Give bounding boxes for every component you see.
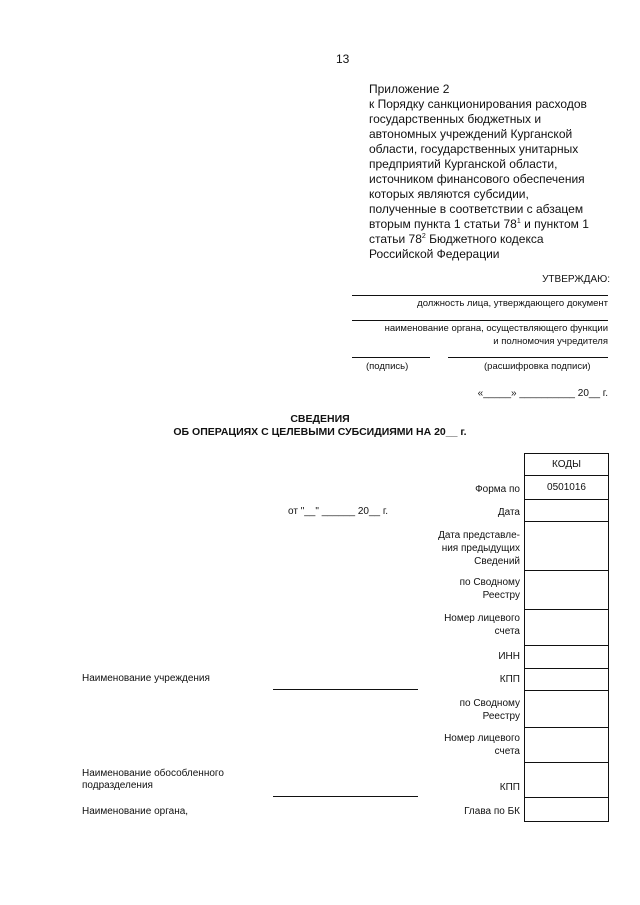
kpp-label-2: КПП bbox=[499, 782, 520, 793]
inn-code-cell bbox=[524, 645, 609, 669]
kpp-code-cell-1 bbox=[524, 668, 609, 691]
appendix-title: Приложение 2 bbox=[369, 82, 450, 96]
appendix-line: автономных учреждений Курганской bbox=[369, 127, 573, 141]
account-code-cell-1 bbox=[524, 609, 609, 646]
inn-label: ИНН bbox=[498, 651, 520, 662]
date-label: Дата bbox=[497, 507, 520, 518]
form-label: Форма по bbox=[475, 484, 520, 495]
kpp-label-1: КПП bbox=[499, 674, 520, 685]
prev-date-code-cell bbox=[524, 521, 609, 571]
subdivision-label-1: Наименование обособленного bbox=[82, 768, 224, 779]
appendix-line: источником финансового обеспечения bbox=[369, 172, 585, 186]
prev-date-label: Дата представле- ния предыдущих Сведений bbox=[438, 530, 520, 567]
subdivision-label-2: подразделения bbox=[82, 780, 153, 791]
appendix-line: полученные в соответствии с абзацем bbox=[369, 202, 584, 216]
organ-label: Наименование органа, bbox=[82, 806, 189, 817]
appendix-line: которых являются субсидии, bbox=[369, 187, 529, 201]
bk-code-cell bbox=[524, 797, 609, 822]
approve-heading: УТВЕРЖДАЮ: bbox=[542, 274, 610, 285]
organ-line bbox=[352, 320, 608, 321]
appendix-line: Российской Федерации bbox=[369, 247, 500, 261]
bk-label: Глава по БК bbox=[464, 806, 520, 817]
appendix-line-article78-2: статьи $78^2$ Бюджетного кодекса bbox=[369, 232, 544, 246]
registry-label-1: по Сводному Реестру bbox=[459, 577, 520, 601]
account-label-1: Номер лицевого счета bbox=[444, 613, 520, 637]
document-subtitle: ОБ ОПЕРАЦИЯХ С ЦЕЛЕВЫМИ СУБСИДИЯМИ НА 20__ г. bbox=[173, 426, 467, 438]
appendix-line-article78-1: вторым пункта 1 статьи $78^1$ и пунктом 1 bbox=[369, 217, 589, 231]
organ-caption-1: наименование органа, осуществляющего функции bbox=[384, 323, 608, 334]
decoding-caption: (расшифровка подписи) bbox=[484, 361, 591, 372]
institution-label: Наименование учреждения bbox=[82, 673, 210, 684]
document-title: СВЕДЕНИЯ bbox=[290, 413, 350, 425]
appendix-line: области, государственных унитарных bbox=[369, 142, 579, 156]
registry-label-2: по Сводному Реестру bbox=[459, 698, 520, 722]
form-code-cell: 0501016 bbox=[524, 475, 609, 500]
date-from: от "__" ______ 20__ г. bbox=[288, 506, 389, 517]
codes-header: КОДЫ bbox=[524, 453, 609, 476]
appendix-block bbox=[369, 82, 629, 262]
organ-caption-2: и полномочия учредителя bbox=[493, 336, 608, 347]
registry-code-cell-1 bbox=[524, 570, 609, 610]
approval-date: «_____» __________ 20__ г. bbox=[477, 388, 608, 399]
account-label-2: Номер лицевого счета bbox=[444, 733, 520, 757]
position-line bbox=[352, 295, 608, 296]
kpp-code-cell-2 bbox=[524, 762, 609, 798]
appendix-line: к Порядку санкционирования расходов bbox=[369, 97, 587, 111]
appendix-line: государственных бюджетных и bbox=[369, 112, 542, 126]
date-code-cell bbox=[524, 499, 609, 522]
subdivision-line bbox=[273, 796, 418, 797]
registry-code-cell-2 bbox=[524, 690, 609, 728]
signature-line bbox=[352, 357, 430, 358]
institution-line bbox=[273, 689, 418, 690]
account-code-cell-2 bbox=[524, 727, 609, 763]
signature-caption: (подпись) bbox=[366, 361, 409, 372]
page-number: 13 bbox=[336, 52, 350, 66]
appendix-line: предприятий Курганской области, bbox=[369, 157, 558, 171]
position-caption: должность лица, утверждающего документ bbox=[417, 298, 608, 309]
decoding-line bbox=[448, 357, 608, 358]
